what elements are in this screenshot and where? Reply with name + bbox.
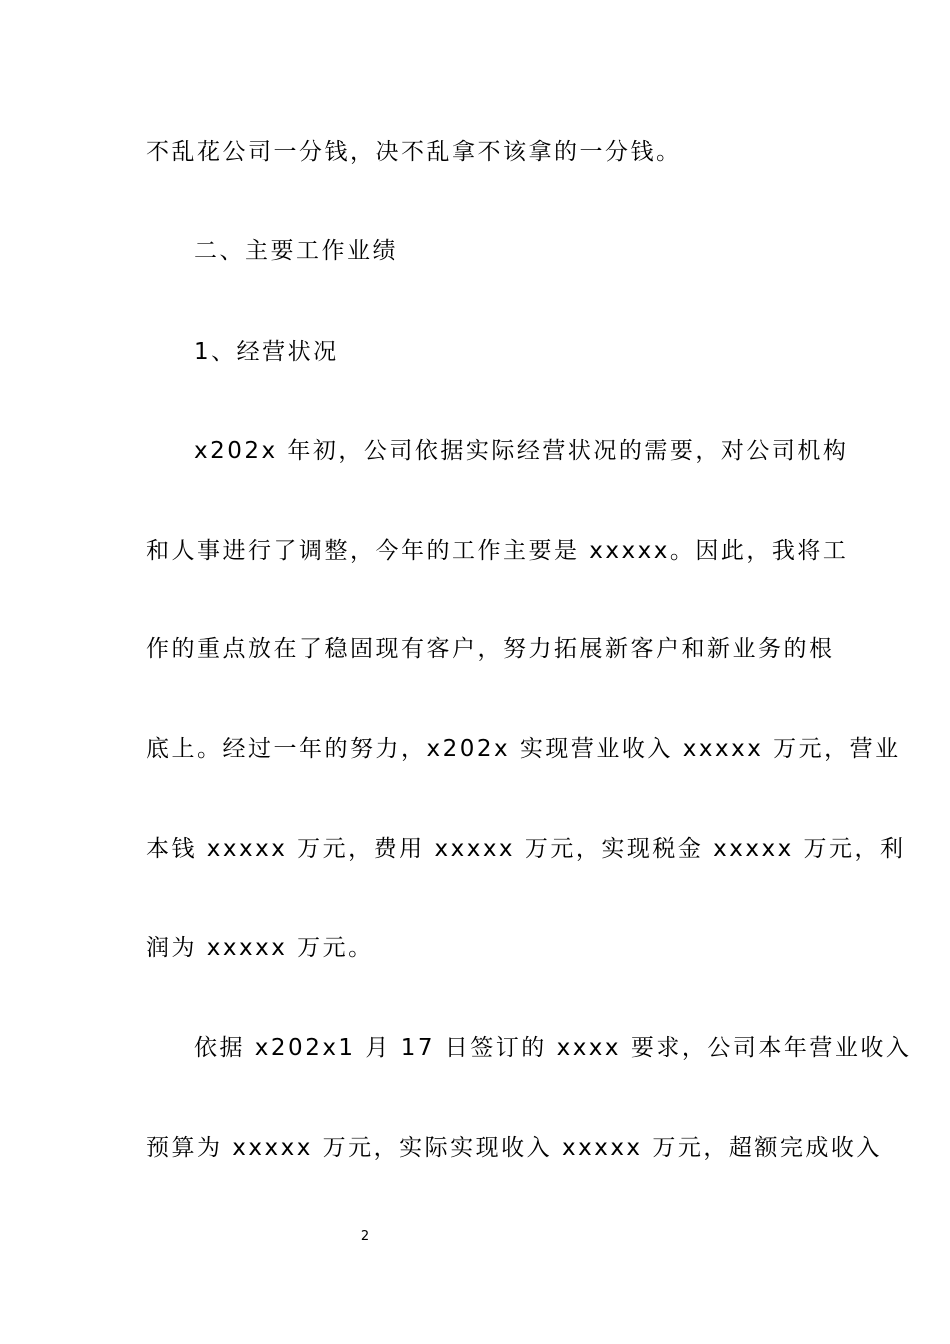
subsection-heading: 1、经营状况 bbox=[194, 339, 339, 365]
paragraph-1-line-6: 润为 xxxxx 万元。 bbox=[146, 935, 374, 961]
paragraph-2-line-2: 预算为 xxxxx 万元，实际实现收入 xxxxx 万元，超额完成收入 bbox=[146, 1135, 882, 1161]
paragraph-1-line-4: 底上。经过一年的努力，x202x 实现营业收入 xxxxx 万元，营业 bbox=[146, 736, 901, 762]
page-number: 2 bbox=[360, 1229, 370, 1244]
text-line-1: 不乱花公司一分钱，决不乱拿不该拿的一分钱。 bbox=[146, 139, 682, 165]
paragraph-2-line-1: 依据 x202x1 月 17 日签订的 xxxx 要求，公司本年营业收入 bbox=[194, 1035, 912, 1061]
paragraph-1-line-3: 作的重点放在了稳固现有客户，努力拓展新客户和新业务的根 bbox=[146, 636, 835, 662]
paragraph-1-line-1: x202x 年初，公司依据实际经营状况的需要，对公司机构 bbox=[194, 438, 849, 464]
paragraph-1-line-2: 和人事进行了调整，今年的工作主要是 xxxxx。因此，我将工 bbox=[146, 538, 849, 564]
section-heading: 二、主要工作业绩 bbox=[194, 238, 398, 264]
paragraph-1-line-5: 本钱 xxxxx 万元，费用 xxxxx 万元，实现税金 xxxxx 万元，利 bbox=[146, 836, 906, 862]
